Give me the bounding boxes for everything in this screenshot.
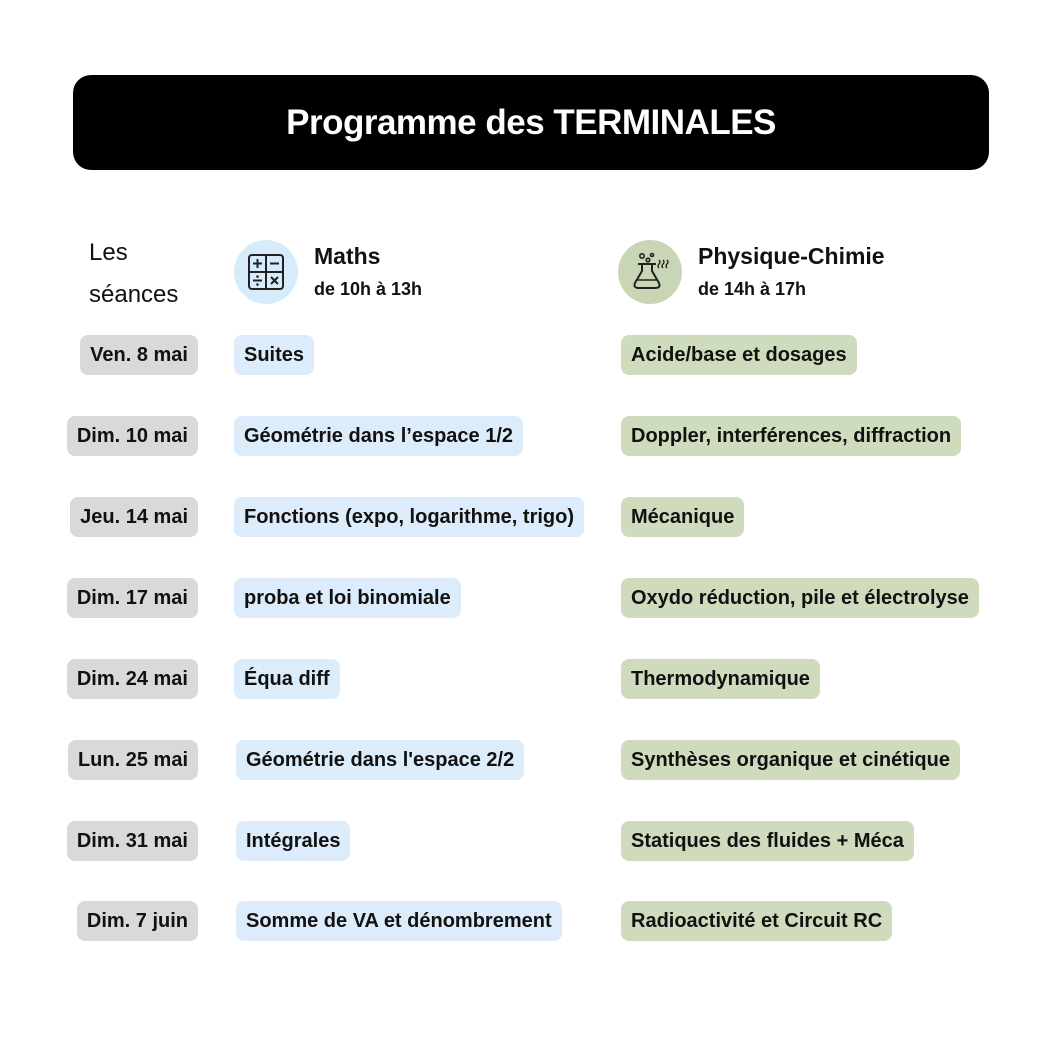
session-row: [0, 497, 1040, 537]
session-date: Dim. 7 juin: [77, 901, 198, 941]
physics-topic: Radioactivité et Circuit RC: [621, 901, 892, 941]
session-date: Dim. 10 mai: [67, 416, 198, 456]
physics-topic: Statiques des fluides + Méca: [621, 821, 914, 861]
maths-topic: Géométrie dans l'espace 2/2: [236, 740, 524, 780]
physics-topic: Synthèses organique et cinétique: [621, 740, 960, 780]
maths-topic: Intégrales: [236, 821, 350, 861]
session-date: Dim. 31 mai: [67, 821, 198, 861]
calculator-icon: [234, 240, 298, 304]
page-title: Programme des TERMINALES: [286, 102, 776, 142]
maths-topic: Géométrie dans l’espace 1/2: [234, 416, 523, 456]
sessions-column-header: [89, 232, 178, 316]
maths-column-header: [234, 240, 422, 304]
session-row: [0, 659, 1040, 699]
physics-topic: Doppler, interférences, diffraction: [621, 416, 961, 456]
physics-column-header: [618, 240, 885, 304]
physics-hours: de 14h à 17h: [698, 279, 807, 299]
physics-topic: Oxydo réduction, pile et électrolyse: [621, 578, 979, 618]
sessions-header-line1: Les: [89, 239, 128, 266]
physics-topic: Acide/base et dosages: [621, 335, 857, 375]
maths-topic: Équa diff: [234, 659, 340, 699]
session-row: [0, 901, 1040, 941]
session-date: Ven. 8 mai: [80, 335, 198, 375]
session-row: [0, 740, 1040, 780]
maths-topic: proba et loi binomiale: [234, 578, 461, 618]
maths-topic: Suites: [234, 335, 314, 375]
session-row: [0, 821, 1040, 861]
flask-icon: [618, 240, 682, 304]
maths-topic: Somme de VA et dénombrement: [236, 901, 562, 941]
maths-subject-name: Maths: [314, 243, 381, 269]
physics-subject-name: Physique-Chimie: [698, 243, 885, 269]
physics-topic: Mécanique: [621, 497, 744, 537]
title-banner: [73, 75, 989, 170]
session-date: Lun. 25 mai: [68, 740, 198, 780]
session-date: Dim. 24 mai: [67, 659, 198, 699]
maths-topic: Fonctions (expo, logarithme, trigo): [234, 497, 584, 537]
physics-topic: Thermodynamique: [621, 659, 820, 699]
maths-hours: de 10h à 13h: [314, 279, 423, 299]
sessions-header-line2: séances: [89, 281, 179, 308]
session-row: [0, 335, 1040, 375]
session-date: Dim. 17 mai: [67, 578, 198, 618]
session-date: Jeu. 14 mai: [70, 497, 198, 537]
session-row: [0, 416, 1040, 456]
session-row: [0, 578, 1040, 618]
